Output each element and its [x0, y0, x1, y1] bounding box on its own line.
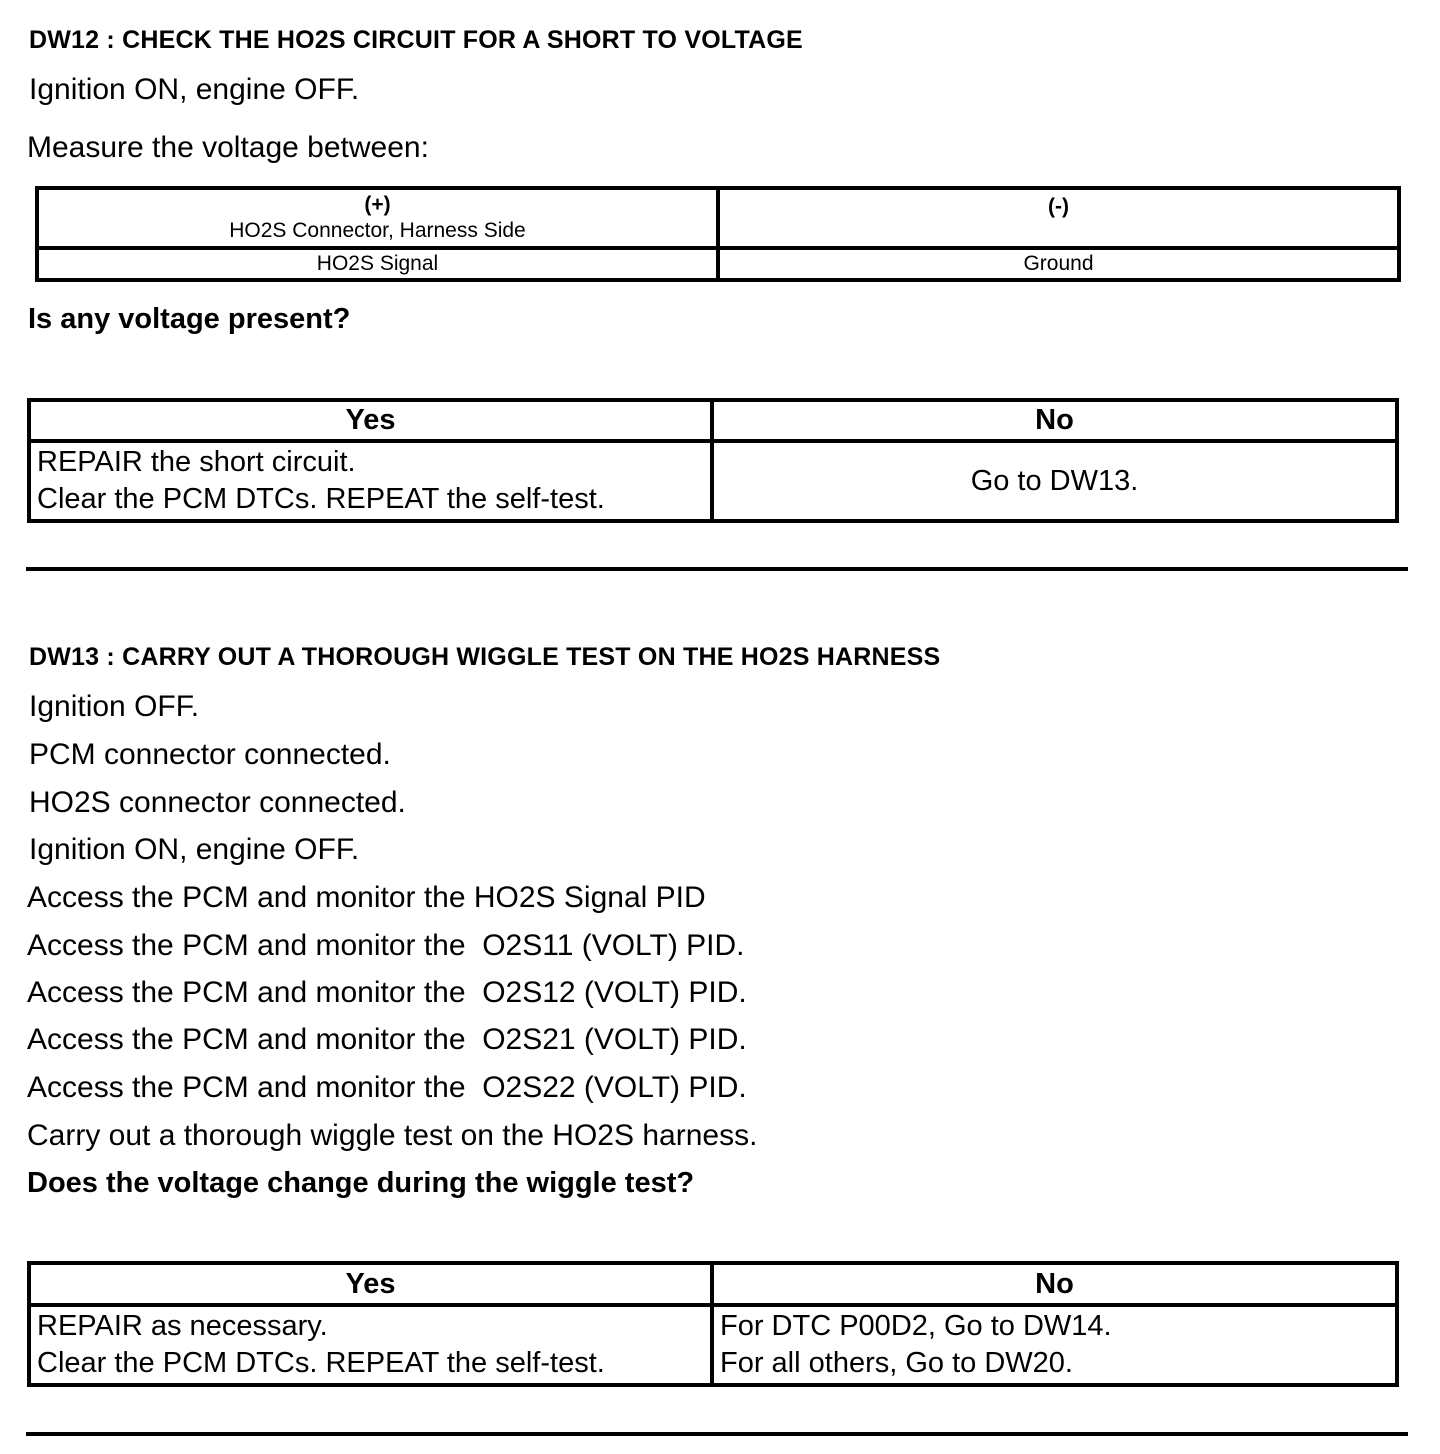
dw13-step: Access the PCM and monitor the HO2S Signal PID — [27, 881, 706, 914]
dw12-measure-table — [35, 186, 1401, 282]
negative-symbol: (-) — [1048, 195, 1069, 218]
dw13-result-header-row — [29, 1263, 1397, 1305]
dw12-step-ignition: Ignition ON, engine OFF. — [29, 73, 360, 106]
dw13-step: Ignition ON, engine OFF. — [29, 833, 360, 866]
dw13-step: Ignition OFF. — [29, 690, 200, 723]
dw13-heading: DW13 : CARRY OUT A THOROUGH WIGGLE TEST ON THE HO2S HARNESS — [29, 643, 941, 671]
dw13-step: Access the PCM and monitor the O2S11 (VOLT) PID. — [27, 929, 745, 962]
measure-header-positive — [37, 188, 718, 248]
measure-header-negative — [718, 188, 1399, 248]
positive-symbol: (+) — [364, 193, 391, 216]
dw12-no-action: Go to DW13. — [712, 441, 1397, 521]
dw13-step: Access the PCM and monitor the O2S21 (VOLT) PID. — [27, 1023, 747, 1056]
positive-location: HO2S Connector, Harness Side — [229, 219, 526, 242]
section-divider — [26, 567, 1408, 571]
dw13-no-header: No — [712, 1263, 1397, 1305]
dw13-step: Access the PCM and monitor the O2S22 (VOLT) PID. — [27, 1071, 747, 1104]
dw13-yes-line: REPAIR as necessary. — [37, 1310, 328, 1342]
dw13-no-line: For all others, Go to DW20. — [720, 1347, 1073, 1379]
measure-cell-ground: Ground — [718, 248, 1399, 280]
dw13-yes-header: Yes — [29, 1263, 712, 1305]
dw12-result-table — [27, 398, 1399, 523]
dw12-step-measure: Measure the voltage between: — [27, 131, 429, 164]
measure-cell-signal: HO2S Signal — [37, 248, 718, 280]
dw13-step: PCM connector connected. — [29, 738, 391, 771]
dw12-result-row — [29, 441, 1397, 521]
measure-header-row — [37, 188, 1399, 248]
dw12-yes-action — [29, 441, 712, 521]
section-divider — [26, 1432, 1408, 1436]
dw12-heading: DW12 : CHECK THE HO2S CIRCUIT FOR A SHORT TO VOLTAGE — [29, 26, 803, 54]
dw13-no-line: For DTC P00D2, Go to DW14. — [720, 1310, 1112, 1342]
dw12-result-header-row — [29, 400, 1397, 441]
dw13-step: HO2S connector connected. — [29, 786, 406, 819]
dw13-step: Access the PCM and monitor the O2S12 (VOLT) PID. — [27, 976, 747, 1009]
dw13-yes-action — [29, 1305, 712, 1385]
measure-data-row — [37, 248, 1399, 280]
dw12-yes-line: Clear the PCM DTCs. REPEAT the self-test. — [37, 483, 605, 515]
dw12-yes-header: Yes — [29, 400, 712, 441]
dw13-question: Does the voltage change during the wiggle test? — [27, 1167, 695, 1199]
dw12-yes-line: REPAIR the short circuit. — [37, 446, 356, 478]
dw13-step: Carry out a thorough wiggle test on the HO2S harness. — [27, 1119, 758, 1152]
dw13-no-action — [712, 1305, 1397, 1385]
dw13-result-table — [27, 1261, 1399, 1387]
dw13-yes-line: Clear the PCM DTCs. REPEAT the self-test. — [37, 1347, 605, 1379]
dw12-no-header: No — [712, 400, 1397, 441]
dw13-result-row — [29, 1305, 1397, 1385]
dw12-question: Is any voltage present? — [28, 303, 351, 335]
